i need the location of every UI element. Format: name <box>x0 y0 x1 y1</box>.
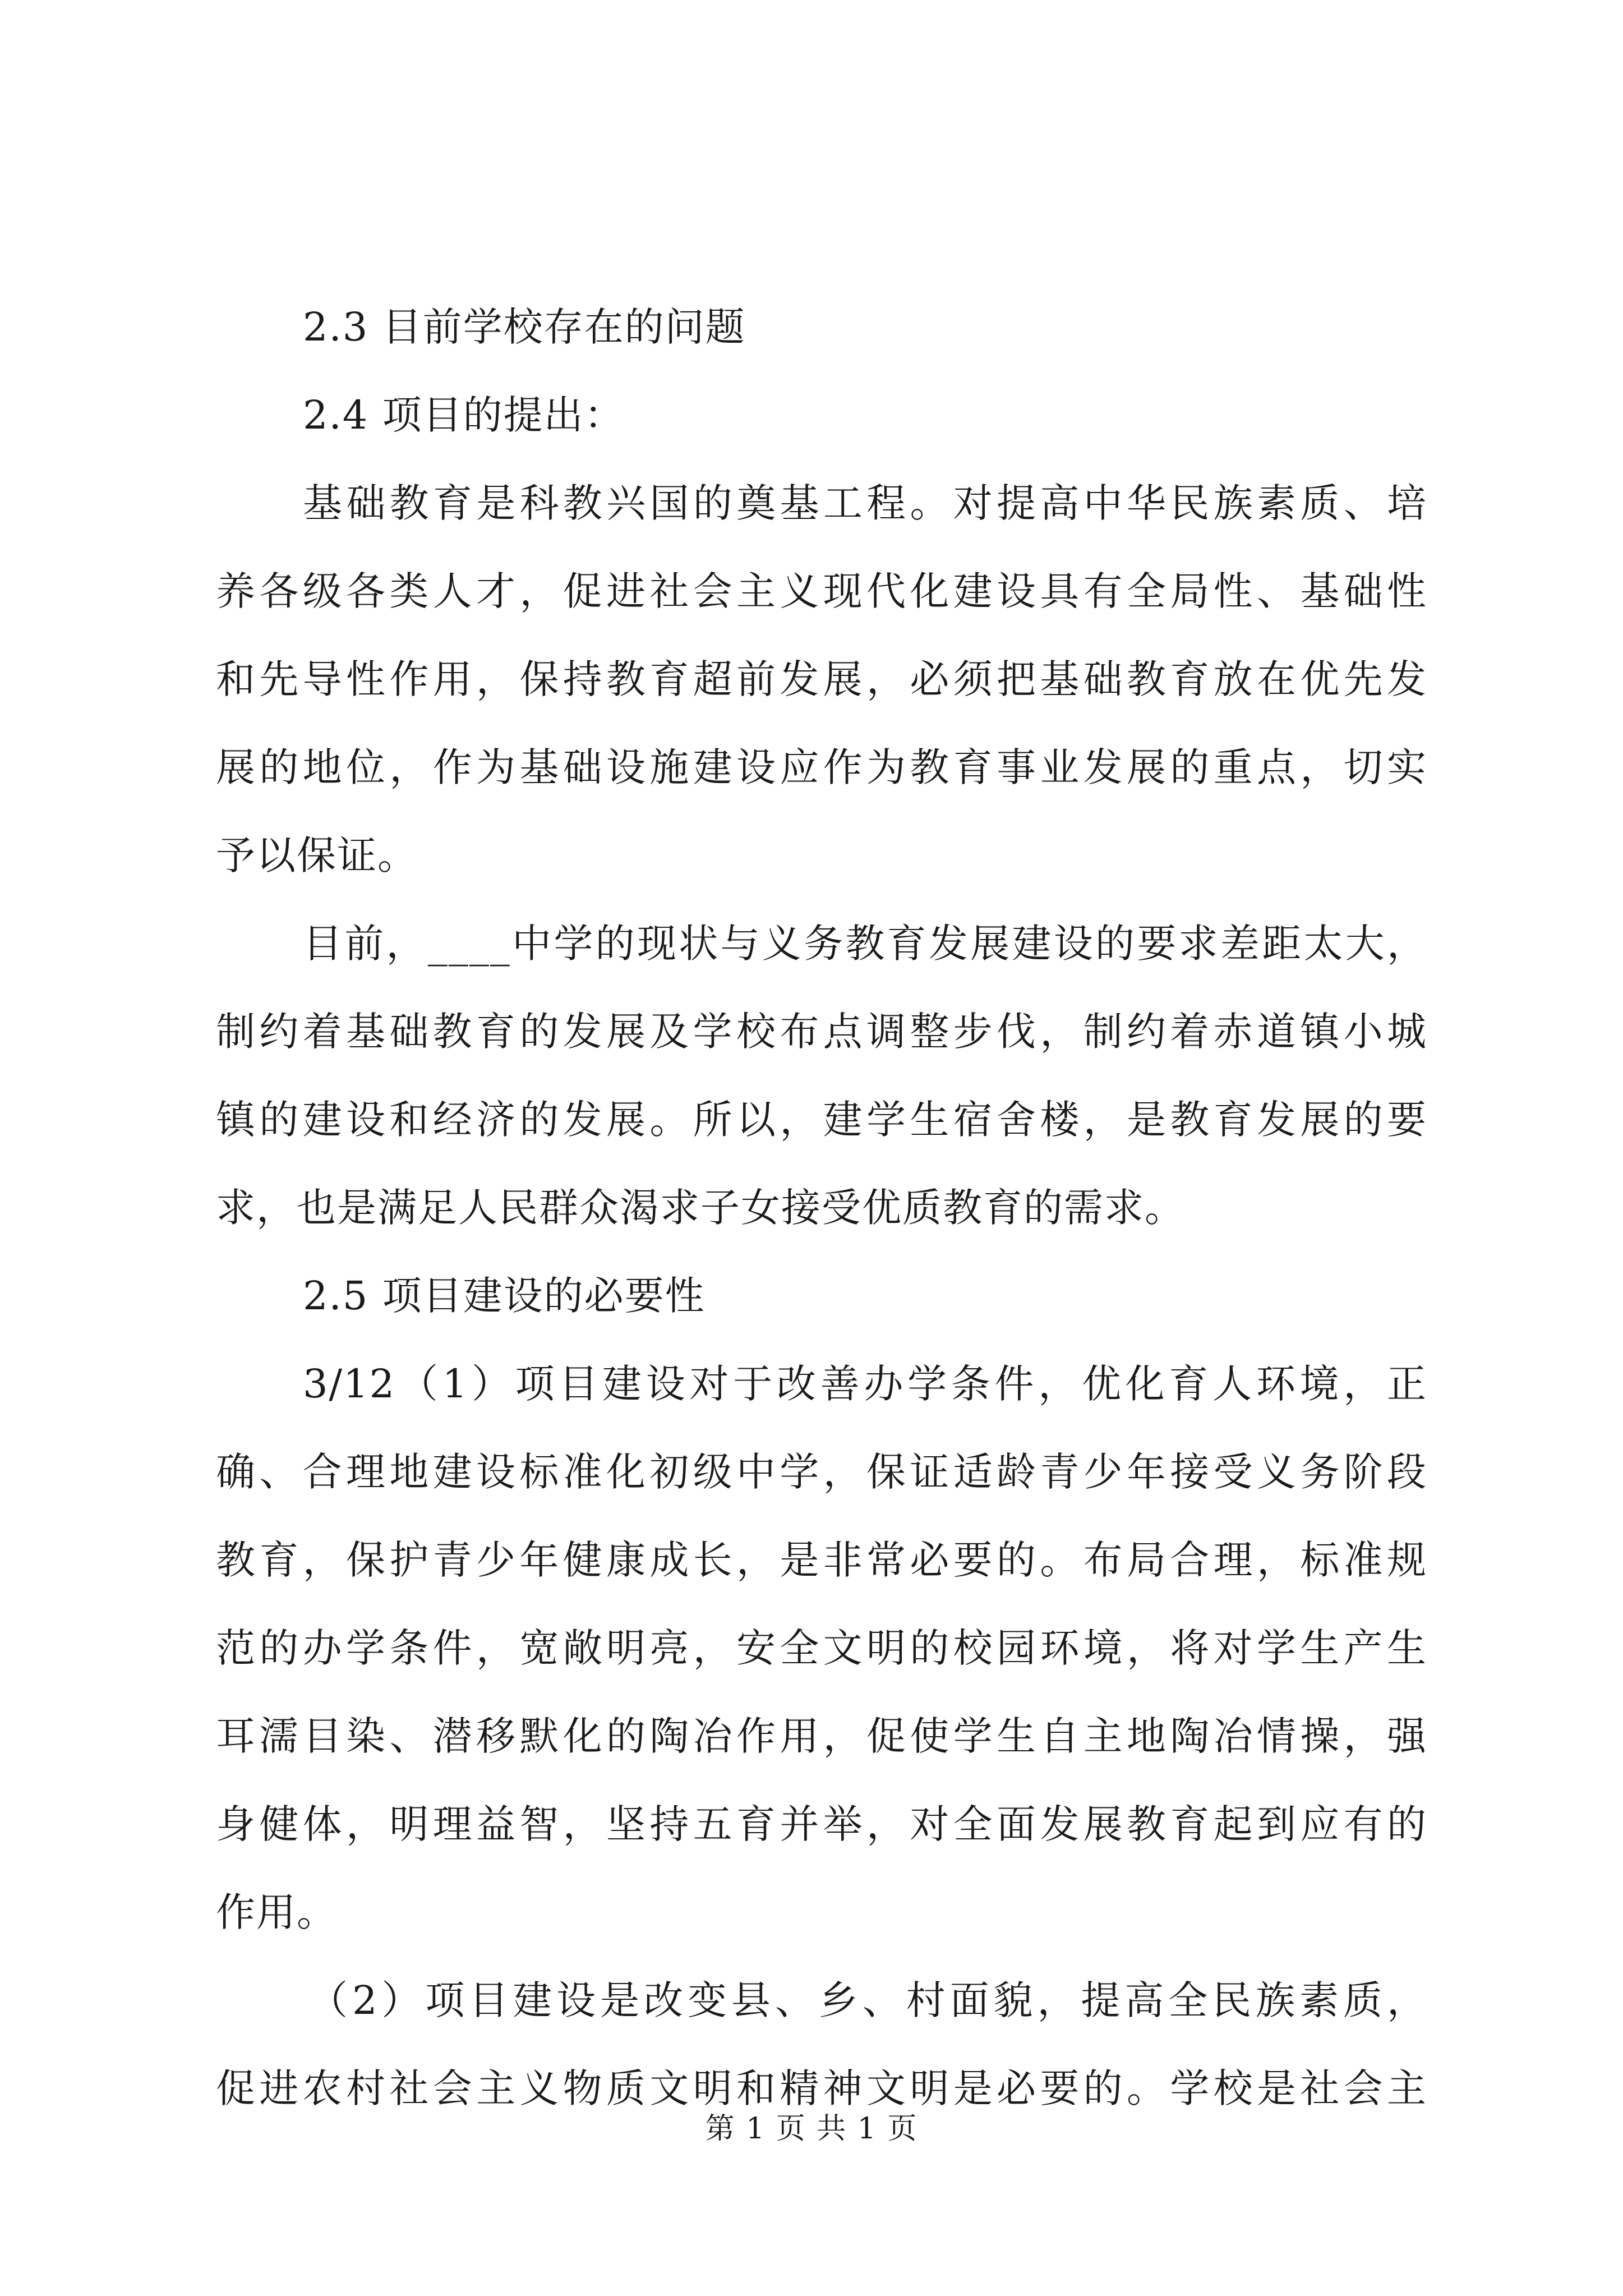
paragraph-line: 促进农村社会主义物质文明和精神文明是必要的。学校是社会主 <box>216 2065 1427 2111</box>
paragraph-line: 养各级各类人才，促进社会主义现代化建设具有全局性、基础性 <box>216 568 1427 614</box>
paragraph-line: 展的地位，作为基础设施建设应作为教育事业发展的重点，切实 <box>216 744 1427 790</box>
paragraph-line: 3/12（1）项目建设对于改善办学条件，优化育人环境，正 <box>303 1361 1427 1407</box>
heading-2-3: 2.3 目前学校存在的问题 <box>303 304 746 350</box>
heading-2-4: 2.4 项目的提出： <box>303 392 625 438</box>
paragraph-line: 确、合理地建设标准化初级中学，保证适龄青少年接受义务阶段 <box>216 1449 1427 1495</box>
paragraph-line: 范的办学条件，宽敞明亮，安全文明的校园环境，将对学生产生 <box>216 1625 1427 1671</box>
paragraph-line: 身健体，明理益智，坚持五育并举，对全面发展教育起到应有的 <box>216 1801 1427 1847</box>
paragraph-line: 予以保证。 <box>216 832 418 878</box>
paragraph-line: 作用。 <box>216 1889 337 1935</box>
paragraph-line: 求，也是满足人民群众渴求子女接受优质教育的需求。 <box>216 1185 1185 1231</box>
paragraph-line: 和先导性作用，保持教育超前发展，必须把基础教育放在优先发 <box>216 656 1427 702</box>
heading-2-5: 2.5 项目建设的必要性 <box>303 1273 706 1319</box>
paragraph-line: 耳濡目染、潜移默化的陶冶作用，促使学生自主地陶冶情操，强 <box>216 1713 1427 1759</box>
paragraph-line: 制约着基础教育的发展及学校布点调整步伐，制约着赤道镇小城 <box>216 1009 1427 1055</box>
paragraph-line: （2）项目建设是改变县、乡、村面貌，提高全民族素质， <box>308 1977 1427 2023</box>
paragraph-line: 目前，____中学的现状与义务教育发展建设的要求差距太大， <box>303 921 1427 967</box>
paragraph-line: 教育，保护青少年健康成长，是非常必要的。布局合理，标准规 <box>216 1537 1427 1583</box>
paragraph-line: 基础教育是科教兴国的奠基工程。对提高中华民族素质、培 <box>303 480 1427 526</box>
paragraph-line: 镇的建设和经济的发展。所以，建学生宿舍楼，是教育发展的要 <box>216 1097 1427 1143</box>
page-footer: 第 1 页 共 1 页 <box>705 2112 918 2146</box>
document-body <box>216 304 1427 2157</box>
